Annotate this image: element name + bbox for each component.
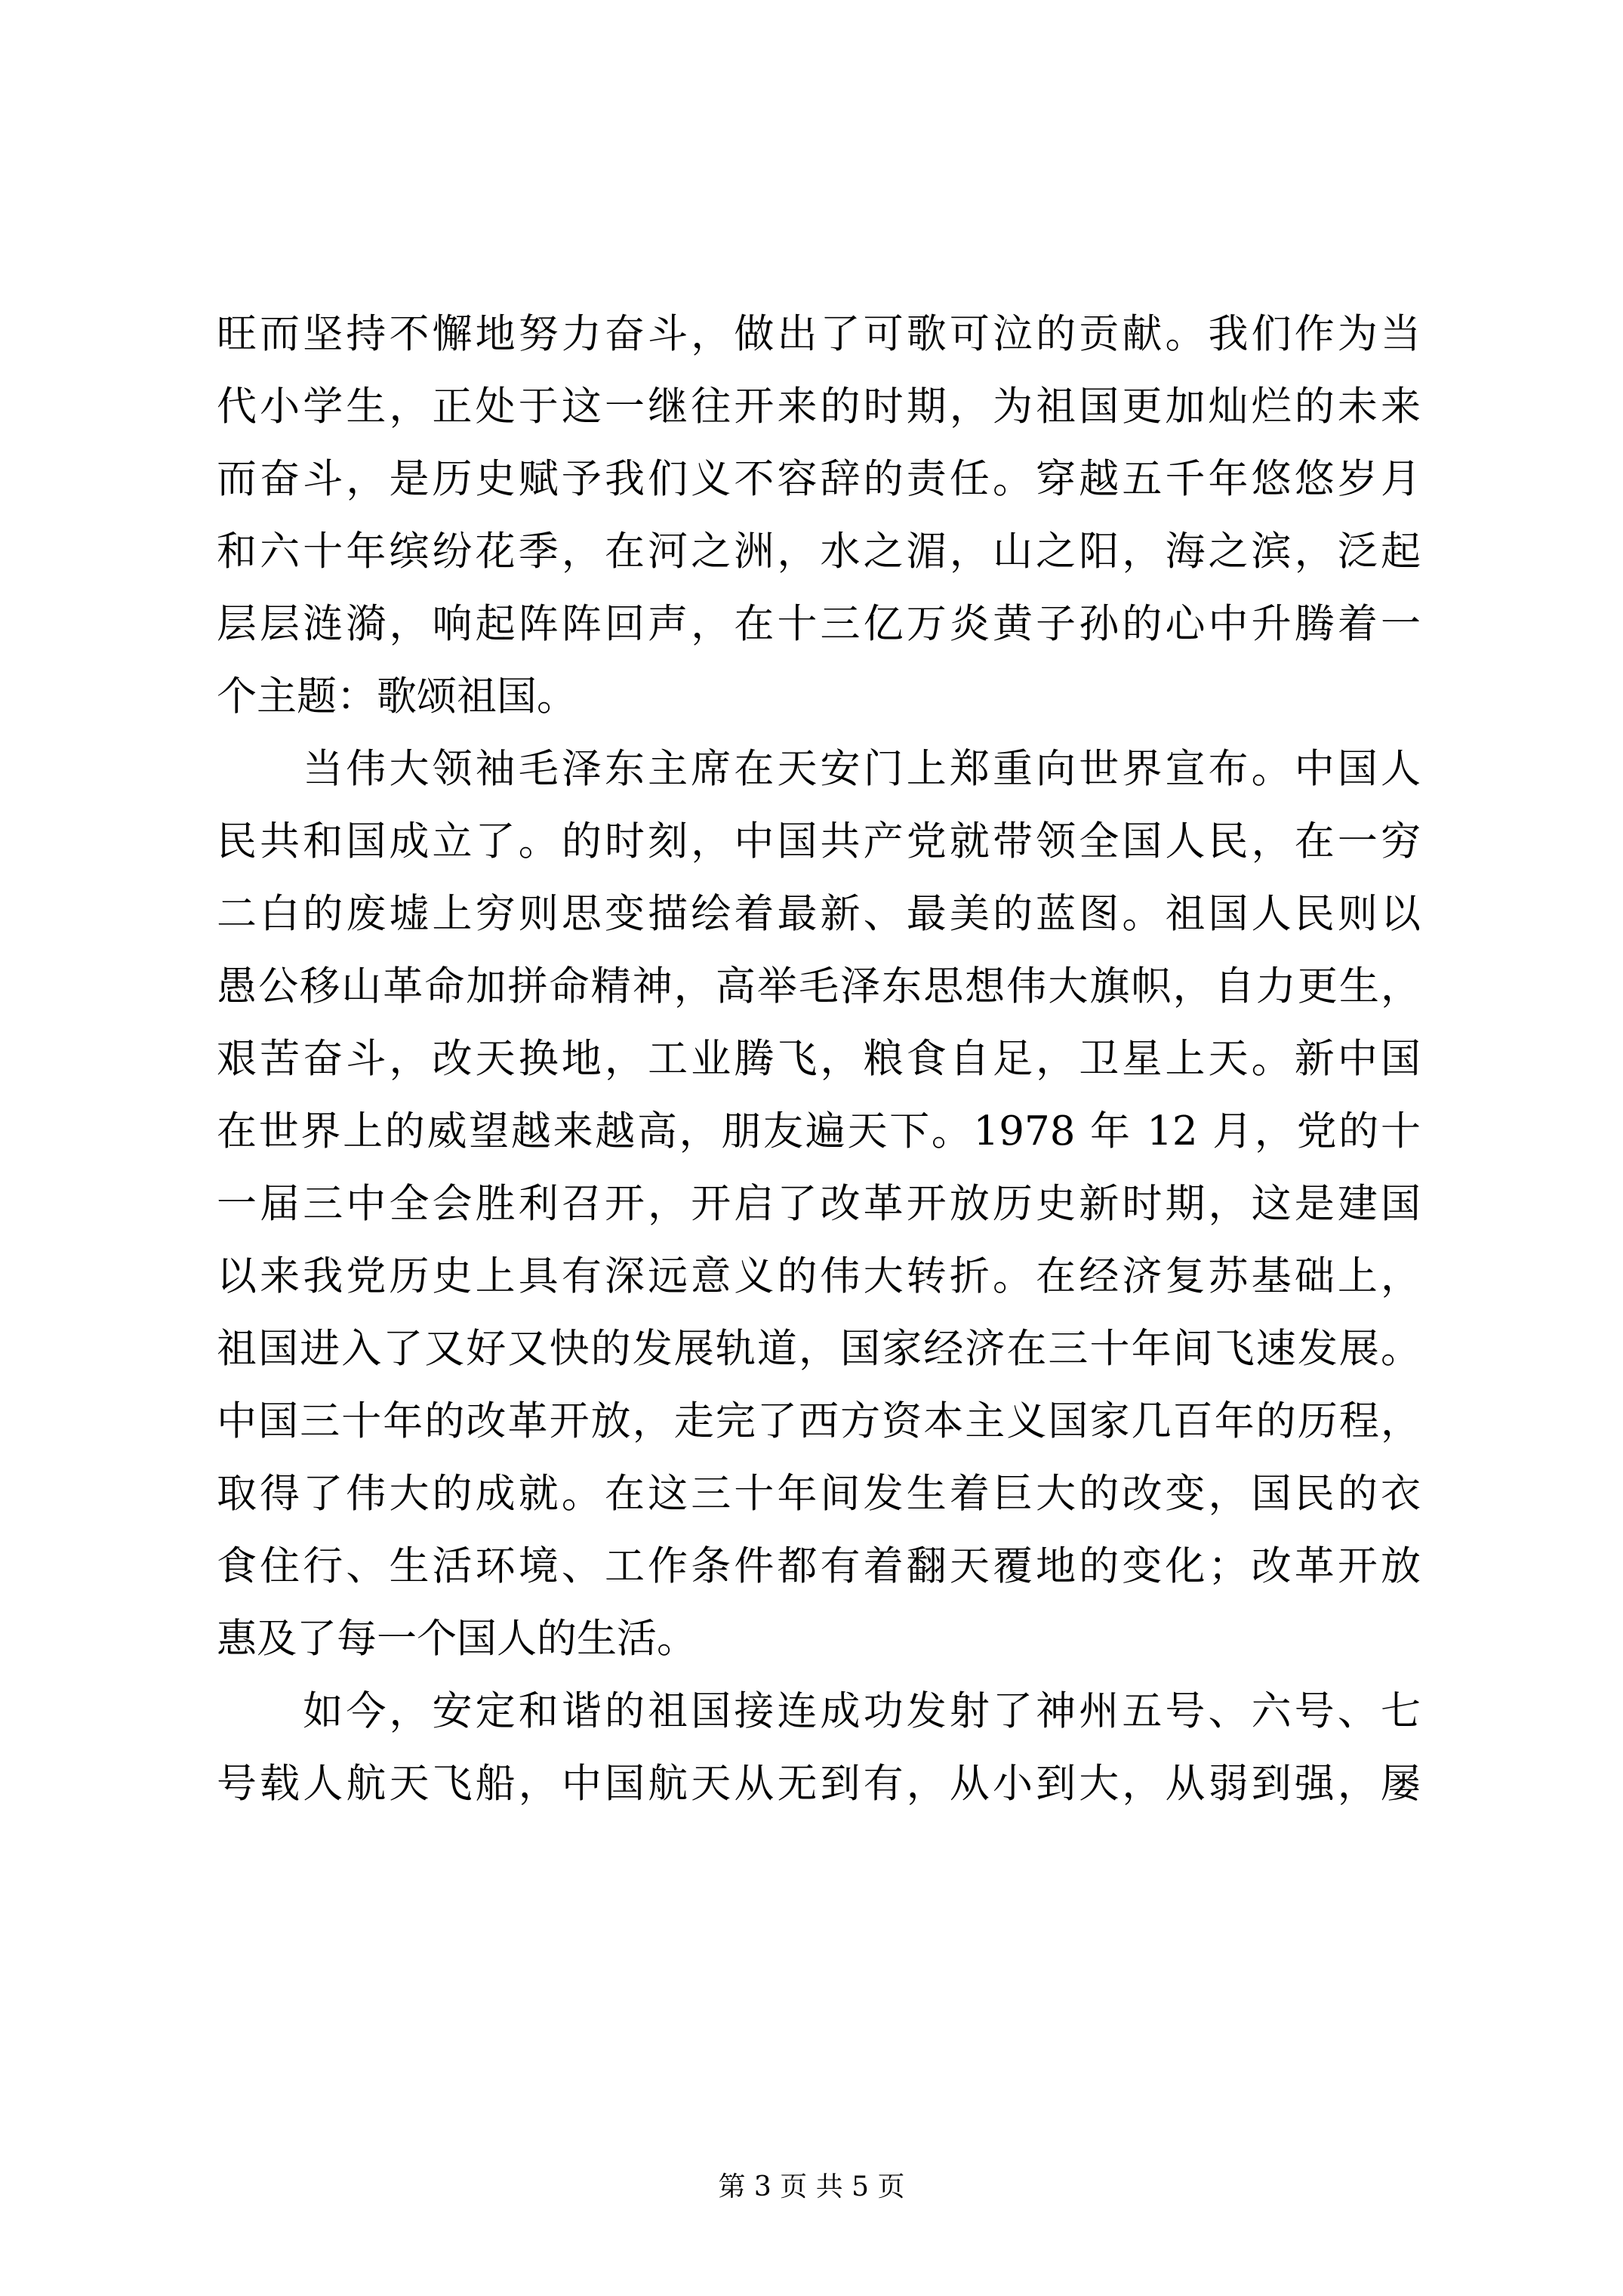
text-line: 民共和国成立了。的时刻，中国共产党就带领全国人民，在一穷 bbox=[217, 818, 1421, 864]
text-line: 食住行、生活环境、工作条件都有着翻天覆地的变化；改革开放 bbox=[217, 1543, 1421, 1589]
text-line: 层层涟漪，响起阵阵回声，在十三亿万炎黄子孙的心中升腾着一 bbox=[217, 601, 1421, 647]
text-line: 祖国进入了又好又快的发展轨道，国家经济在三十年间飞速发展。 bbox=[217, 1326, 1421, 1372]
text-line: 愚公移山革命加拼命精神，高举毛泽东思想伟大旗帜，自力更生， bbox=[217, 963, 1421, 1009]
document-body bbox=[217, 298, 1421, 1820]
text-line: 一届三中全会胜利召开，开启了改革开放历史新时期，这是建国 bbox=[217, 1181, 1421, 1227]
text-line: 而奋斗，是历史赋予我们义不容辞的责任。穿越五千年悠悠岁月 bbox=[217, 456, 1421, 502]
text-line: 和六十年缤纷花季，在河之洲，水之湄，山之阳，海之滨，泛起 bbox=[217, 529, 1421, 575]
text-line: 在世界上的威望越来越高，朋友遍天下。1978 年 12 月，党的十 bbox=[217, 1108, 1421, 1154]
text-line: 如今，安定和谐的祖国接连成功发射了神州五号、六号、七 bbox=[217, 1688, 1421, 1734]
text-line: 取得了伟大的成就。在这三十年间发生着巨大的改变，国民的衣 bbox=[217, 1471, 1421, 1517]
text-line: 号载人航天飞船，中国航天从无到有，从小到大，从弱到强，屡 bbox=[217, 1761, 1421, 1807]
text-line: 惠及了每一个国人的生活。 bbox=[217, 1616, 697, 1662]
text-line: 代小学生，正处于这一继往开来的时期，为祖国更加灿烂的未来 bbox=[217, 384, 1421, 430]
page-footer: 第 3 页 共 5 页 bbox=[718, 2171, 905, 2202]
text-line: 以来我党历史上具有深远意义的伟大转折。在经济复苏基础上， bbox=[217, 1253, 1421, 1299]
text-line: 中国三十年的改革开放，走完了西方资本主义国家几百年的历程， bbox=[217, 1398, 1421, 1444]
text-line: 个主题：歌颂祖国。 bbox=[217, 673, 577, 720]
text-line: 当伟大领袖毛泽东主席在天安门上郑重向世界宣布。中国人 bbox=[217, 746, 1421, 792]
text-line: 艰苦奋斗，改天换地，工业腾飞，粮食自足，卫星上天。新中国 bbox=[217, 1036, 1421, 1082]
text-line: 旺而坚持不懈地努力奋斗，做出了可歌可泣的贡献。我们作为当 bbox=[217, 311, 1421, 357]
text-line: 二白的废墟上穷则思变描绘着最新、最美的蓝图。祖国人民则以 bbox=[217, 891, 1421, 937]
